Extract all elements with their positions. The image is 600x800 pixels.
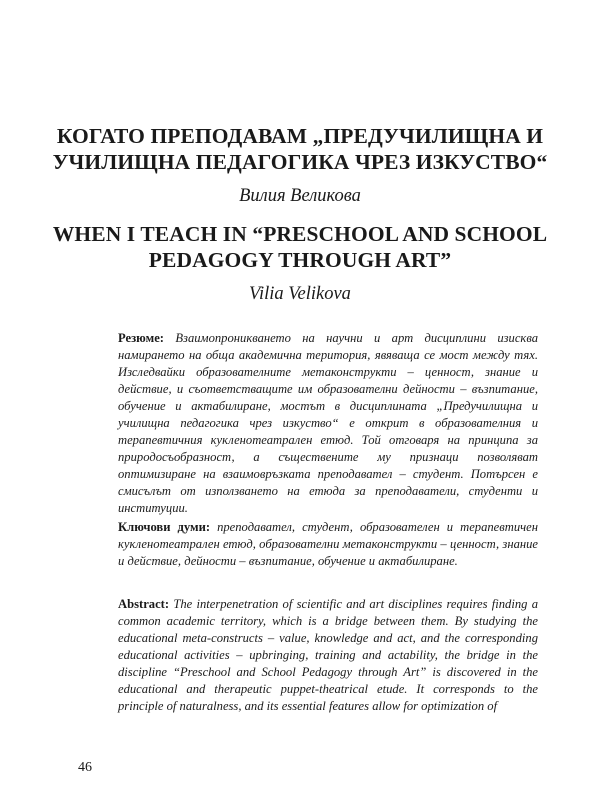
title-bg-line-2: УЧИЛИЩНА ПЕДАГОГИКА ЧРЕЗ ИЗКУСТВО“ <box>52 150 548 174</box>
author-bg: Вилия Великова <box>239 186 361 206</box>
author-en: Vilia Velikova <box>249 284 351 304</box>
abstract-en-text: The interpenetration of scientific and art disciplines requires finding a common academic territory, which is a bridge between them. By studying the educational meta-constructs – value, knowledge and act, and the corresponding educational activities – upbringing, training and actability, the bridge in the discipline “Preschool and School Pedagogy through Art” is discovered in the educational and therapeutic puppet-theatrical etude. It corresponds to the principle of naturalness, and its essential features allow for optimization of <box>118 597 538 713</box>
title-en-line-2: PEDAGOGY THROUGH ART” <box>148 248 452 272</box>
title-en-line-1: WHEN I TEACH IN “PRESCHOOL AND SCHOOL <box>52 222 548 246</box>
title-bg-line-1: КОГАТО ПРЕПОДАВАМ „ПРЕДУЧИЛИЩНА И <box>56 124 544 148</box>
abstract-bg-label: Резюме: <box>118 331 164 345</box>
page-number: 46 <box>78 760 92 775</box>
keywords-bg-text: преподавател, студент, образователен и терапевтичен кукленотеатрален етюд, образователни метаконструкти – ценност, знание и действие, дейности – възпитание, обучение и актабилиране. <box>118 520 538 568</box>
keywords-bg <box>118 519 538 570</box>
keywords-bg-label: Ключови думи: <box>118 520 211 534</box>
abstract-bg <box>118 330 538 517</box>
abstract-en-label: Abstract: <box>118 597 170 611</box>
abstract-en <box>118 596 538 715</box>
abstract-bg-text: Взаимопроникването на научни и арт дисциплини изисква намирането на обща академична територия, явяваща се мост между тях. Изследвайки образователните метаконструкти – ценност, знание и действие, и съответстващите им образователни дейности – възпитание, обучение и актабилиране, мостът в дисциплината „Предучилищна и училищна педагогика чрез изкуство“ е открит в образователния и терапевтичния кукленотеатрален етюд. Той отговаря на принципа за природосъобразност, а съществените му признаци позволяват оптимизиране на взаимовръзката преподавател – студент. Потърсен е смисълът от използването на етюда за преподаватели, студенти и институции. <box>118 331 538 515</box>
